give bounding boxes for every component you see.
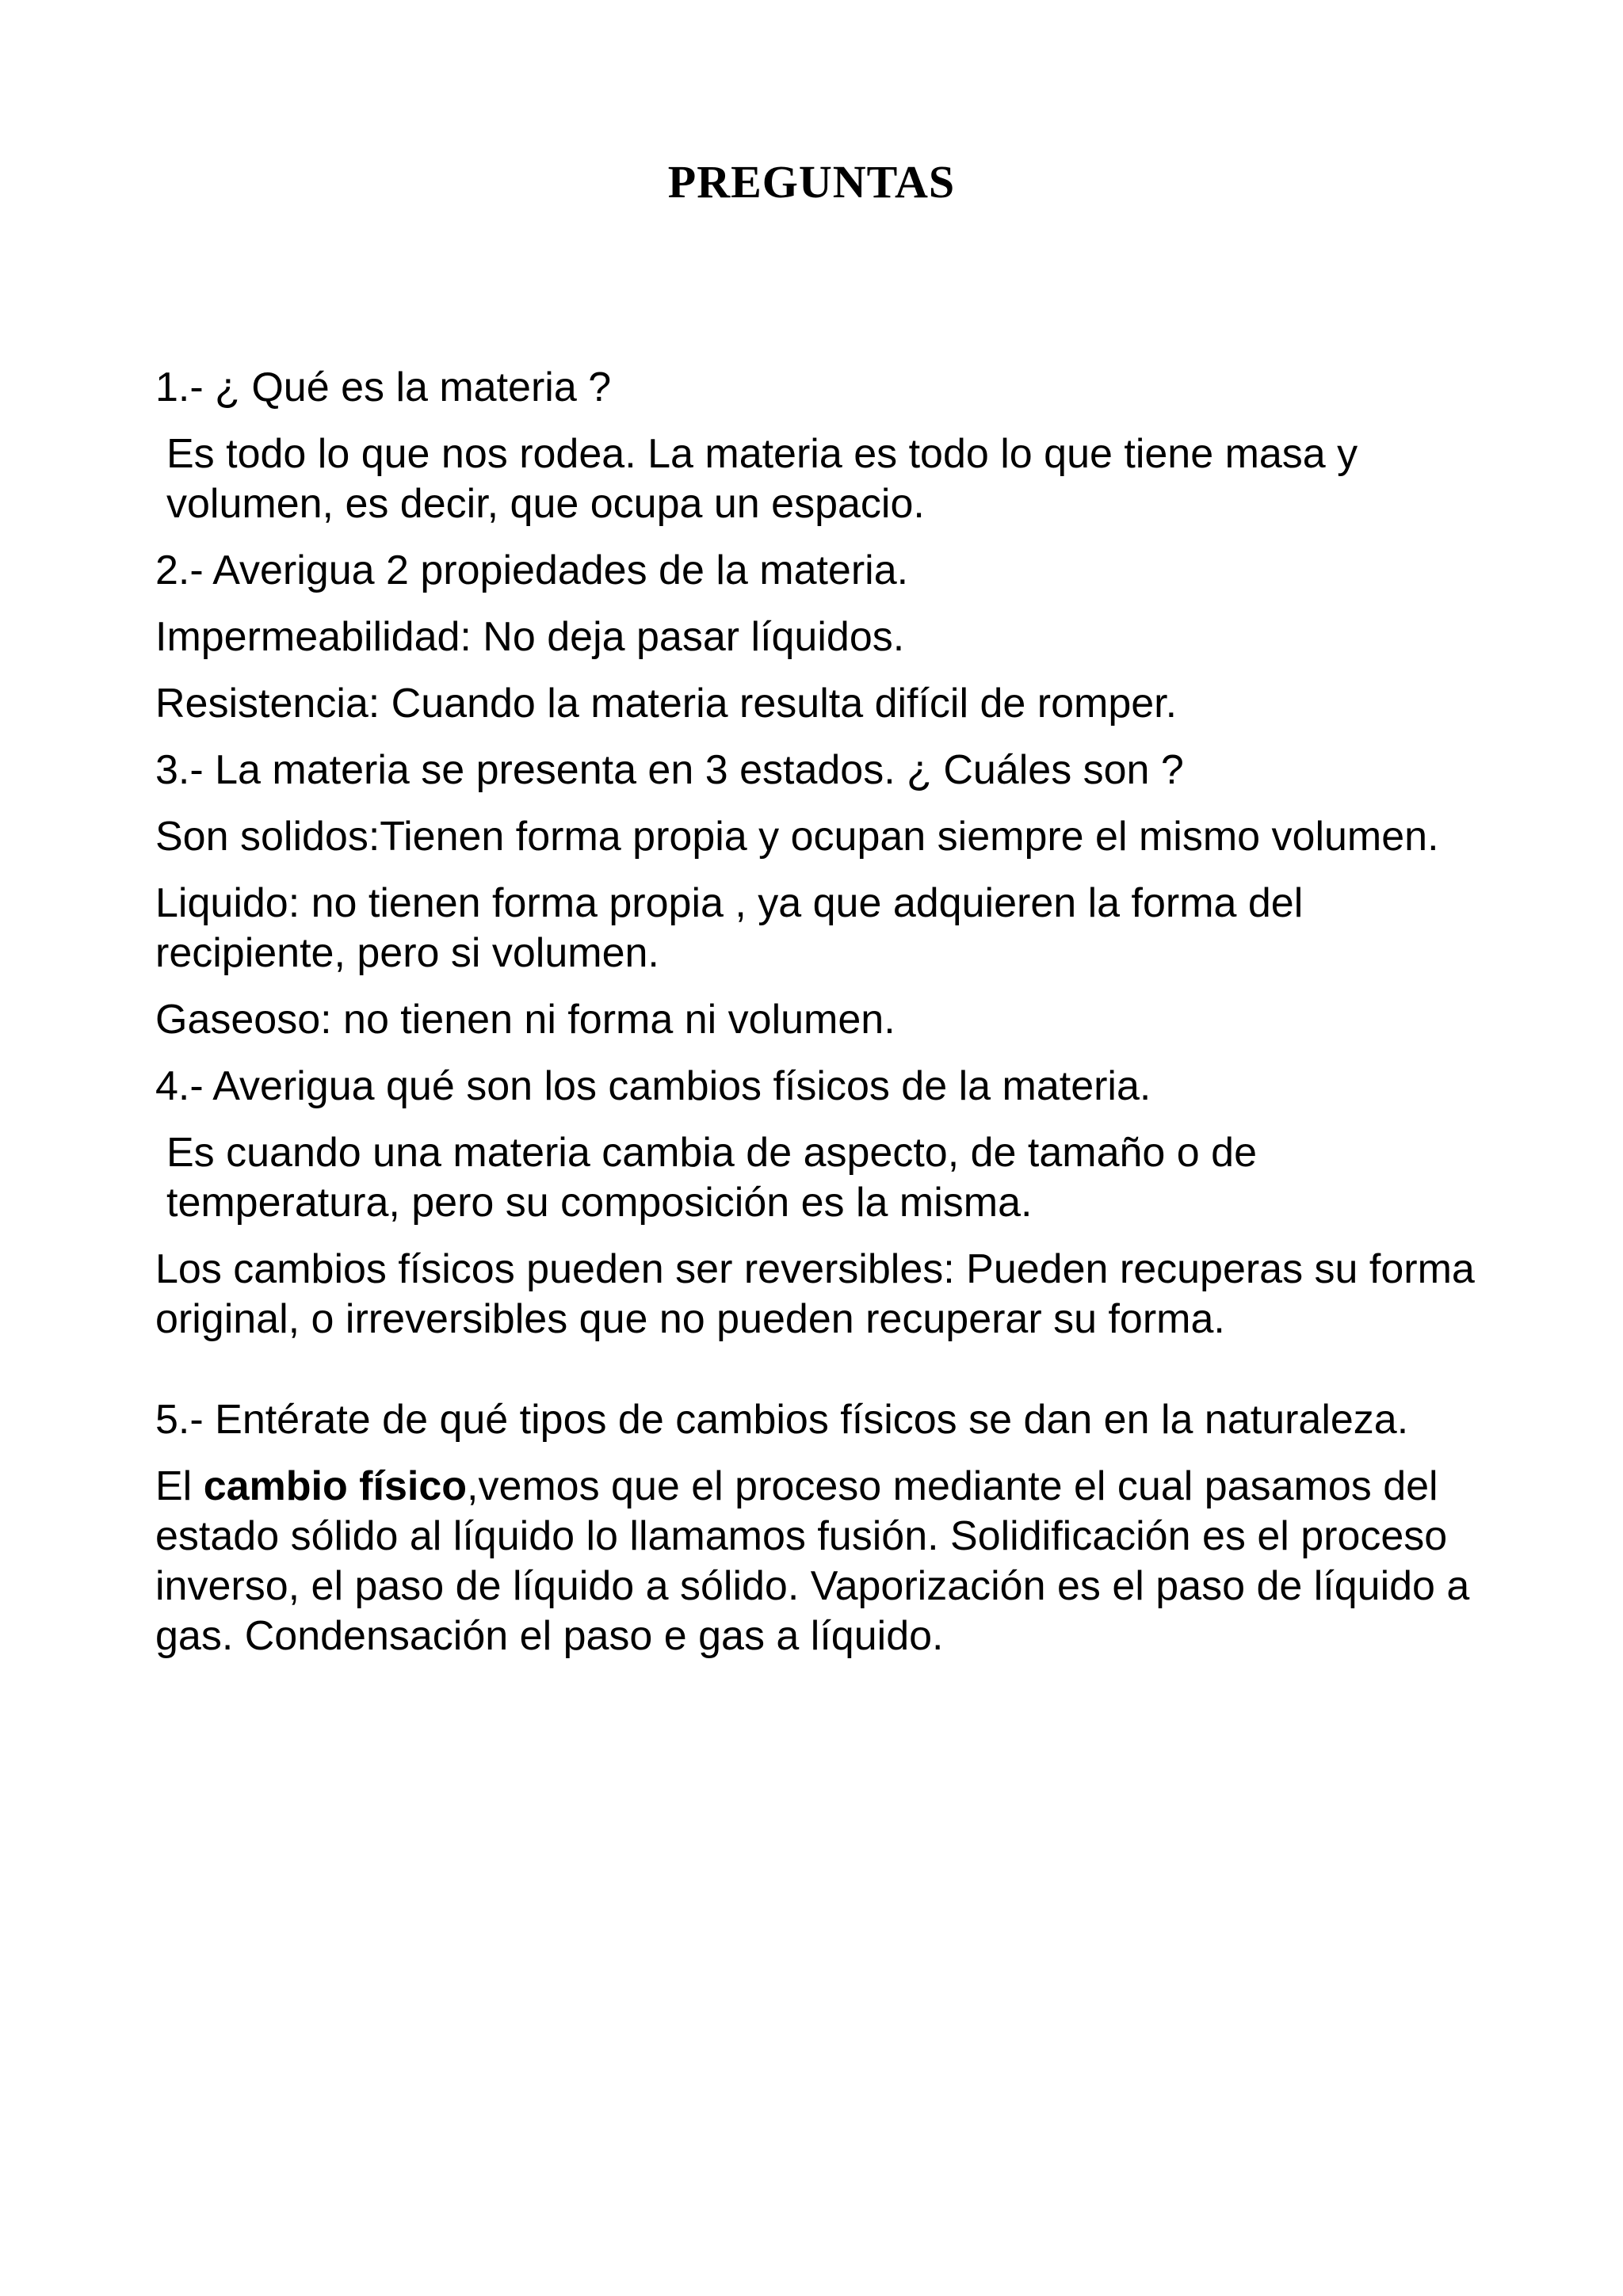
question-5: 5.- Entérate de qué tipos de cambios físicos se dan en la naturaleza. xyxy=(155,1397,1409,1443)
answer-1: Es todo lo que nos rodea. La materia es todo lo que tiene masa y volumen, es decir, que ocupa un espacio. xyxy=(166,431,1358,527)
answer-3-gaseoso: Gaseoso: no tienen ni forma ni volumen. xyxy=(155,997,896,1043)
answer-4-reversibles: Los cambios físicos pueden ser reversibles: Pueden recuperas su forma original, o irreversibles que no pueden recuperar su forma. xyxy=(155,1246,1475,1342)
document-body xyxy=(155,363,1487,1678)
answer-5-prefix: El xyxy=(155,1463,204,1509)
answer-5-rest: ,vemos que el proceso mediante el cual pasamos del estado sólido al líquido lo llamamos fusión. Solidificación es el proceso inverso, el paso de líquido a sólido. Vaporización es el paso de líquido a gas. Condensación el paso e gas a líquido. xyxy=(155,1463,1470,1659)
answer-3-liquido: Liquido: no tienen forma propia , ya que adquieren la forma del recipiente, pero si volumen. xyxy=(155,880,1304,976)
answer-2-impermeabilidad: Impermeabilidad: No deja pasar líquidos. xyxy=(155,614,905,660)
question-3: 3.- La materia se presenta en 3 estados. ¿ Cuáles son ? xyxy=(155,747,1184,793)
answer-5 xyxy=(155,1462,1487,1661)
question-1: 1.- ¿ Qué es la materia ? xyxy=(155,364,612,410)
answer-3-solidos: Son solidos:Tienen forma propia y ocupan siempre el mismo volumen. xyxy=(155,814,1439,860)
answer-4-definition: Es cuando una materia cambia de aspecto, de tamaño o de temperatura, pero su composición es la misma. xyxy=(166,1130,1257,1226)
question-2: 2.- Averigua 2 propiedades de la materia. xyxy=(155,547,909,593)
page-title: PREGUNTAS xyxy=(667,156,956,208)
answer-2-resistencia: Resistencia: Cuando la materia resulta difícil de romper. xyxy=(155,681,1178,727)
answer-5-bold-term: cambio físico xyxy=(203,1463,467,1509)
question-4: 4.- Averigua qué son los cambios físicos de la materia. xyxy=(155,1063,1151,1109)
